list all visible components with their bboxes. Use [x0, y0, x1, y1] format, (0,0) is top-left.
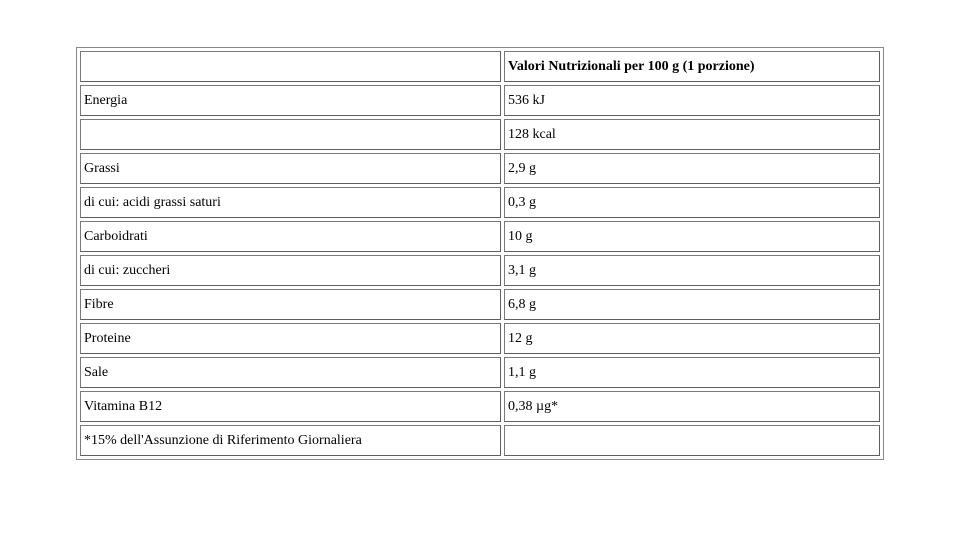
table-row: [80, 289, 880, 320]
nutrient-value: 0,3 g: [504, 187, 880, 218]
table-row: [80, 85, 880, 116]
table-row: [80, 221, 880, 252]
table-footnote-row: [80, 425, 880, 456]
footnote-value: [504, 425, 880, 456]
nutrient-label: di cui: zuccheri: [80, 255, 501, 286]
nutrient-value: 128 kcal: [504, 119, 880, 150]
header-value-cell: Valori Nutrizionali per 100 g (1 porzione): [504, 51, 880, 82]
nutrient-value: 1,1 g: [504, 357, 880, 388]
nutrient-label: Energia: [80, 85, 501, 116]
nutrient-value: 10 g: [504, 221, 880, 252]
nutrient-value: 2,9 g: [504, 153, 880, 184]
table-row: [80, 153, 880, 184]
table-row: [80, 119, 880, 150]
footnote-text: *15% dell'Assunzione di Riferimento Giornaliera: [80, 425, 501, 456]
nutrient-value: 12 g: [504, 323, 880, 354]
table-row: [80, 323, 880, 354]
nutrient-label: Carboidrati: [80, 221, 501, 252]
nutrient-label: [80, 119, 501, 150]
table-row: [80, 255, 880, 286]
nutrient-label: Grassi: [80, 153, 501, 184]
nutrient-value: 3,1 g: [504, 255, 880, 286]
header-label-cell: [80, 51, 501, 82]
table-header-row: [80, 51, 880, 82]
nutrition-table: [76, 47, 884, 460]
table-row: [80, 357, 880, 388]
nutrient-label: Vitamina B12: [80, 391, 501, 422]
nutrient-label: Proteine: [80, 323, 501, 354]
nutrient-value: 0,38 µg*: [504, 391, 880, 422]
table-row: [80, 187, 880, 218]
nutrient-label: Sale: [80, 357, 501, 388]
nutrient-value: 536 kJ: [504, 85, 880, 116]
table-row: [80, 391, 880, 422]
nutrient-label: Fibre: [80, 289, 501, 320]
nutrient-value: 6,8 g: [504, 289, 880, 320]
nutrient-label: di cui: acidi grassi saturi: [80, 187, 501, 218]
